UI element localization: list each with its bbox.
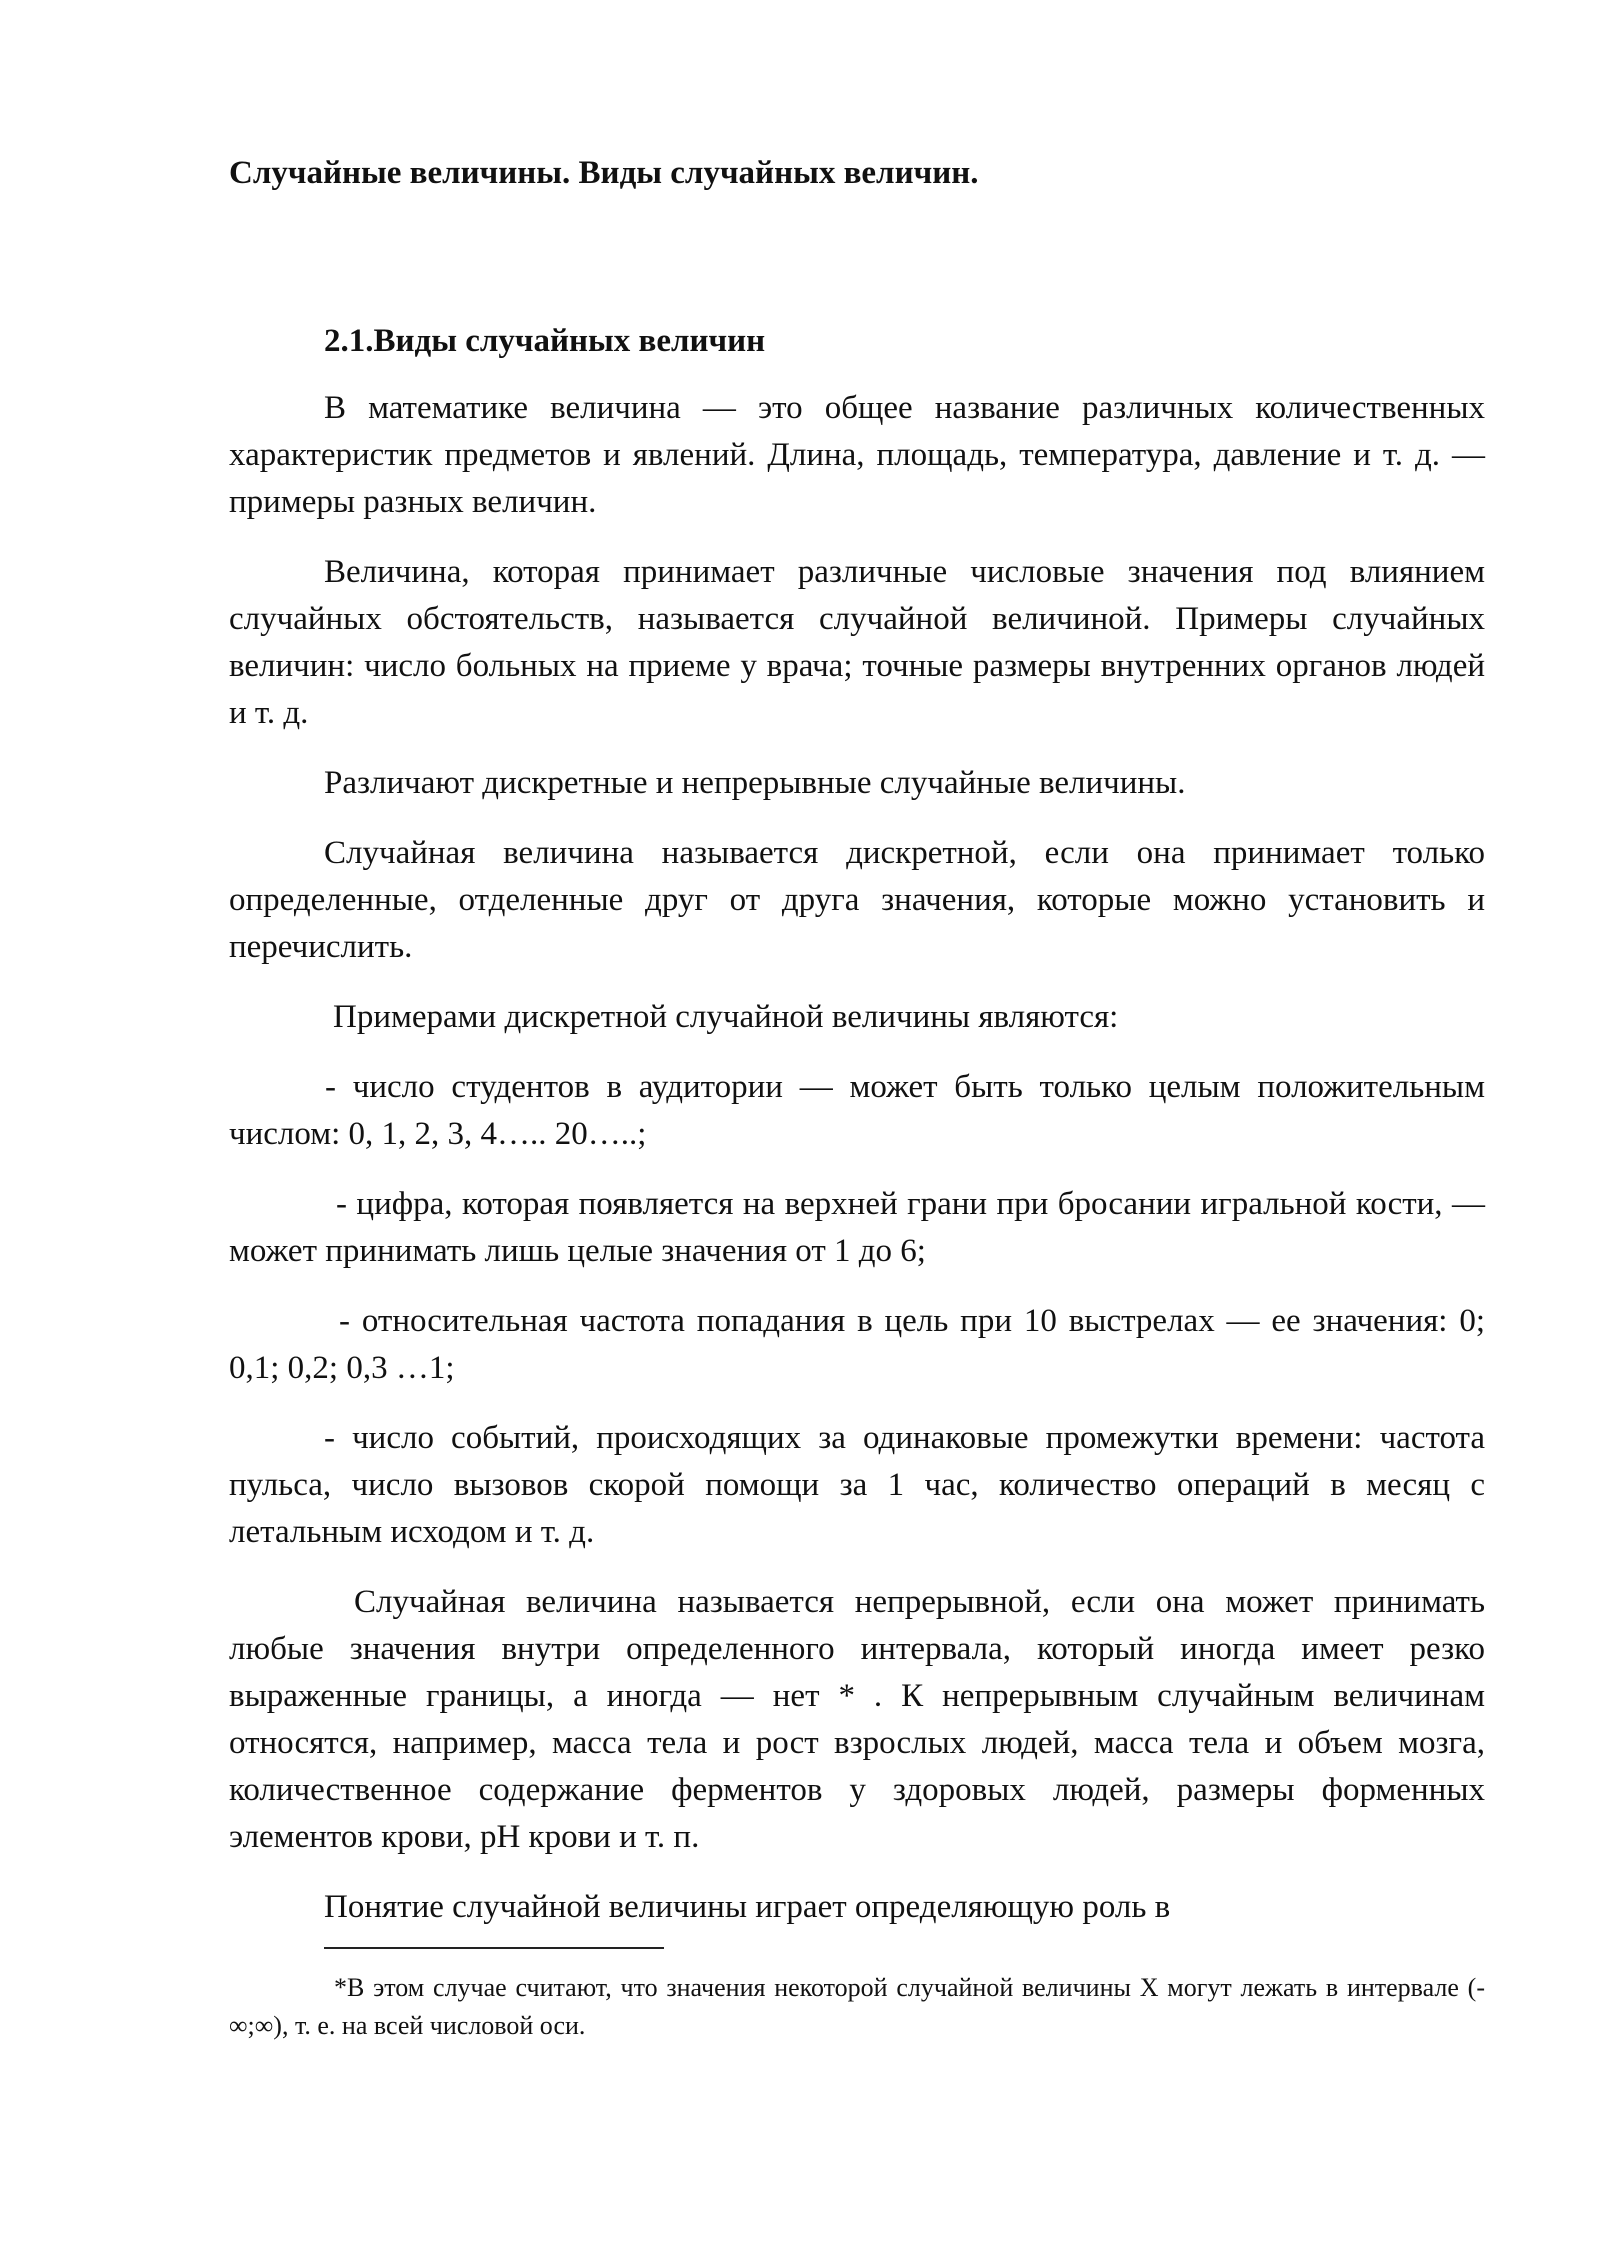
paragraph-concept: Понятие случайной величины играет определяющую роль в <box>324 1889 1171 1925</box>
list-item-events: - число событий, происходящих за одинаковые промежутки времени: частота пульса, число вызовов скорой помощи за 1 час, количество операций в месяц с летальным исходом и т. д. <box>229 1420 1485 1550</box>
paragraph-discrete-definition: Случайная величина называется дискретной, если она принимает только определенные, отделенные друг от друга значения, которые можно установить и перечислить. <box>229 835 1485 965</box>
paragraph-definition: В математике величина — это общее название различных количественных характеристик предметов и явлений. Длина, площадь, температура, давление и т. д. — примеры разных величин. <box>229 390 1485 520</box>
paragraph-random-variable: Величина, которая принимает различные числовые значения под влиянием случайных обстоятельств, называется случайной величиной. Примеры случайных величин: число больных на приеме у врача; точные размеры внутренних органов людей и т. д. <box>229 554 1485 731</box>
footnote: *В этом случае считают, что значения некоторой случайной величины X могут лежать в интервале (-∞;∞), т. е. на всей числовой оси. <box>229 1973 1485 2040</box>
list-item-dice: - цифра, которая появляется на верхней грани при бросании игральной кости, — может принимать лишь целые значения от 1 до 6; <box>229 1186 1485 1269</box>
paragraph-types: Различают дискретные и непрерывные случайные величины. <box>324 765 1186 801</box>
paragraph-examples-intro: Примерами дискретной случайной величины являются: <box>333 999 1119 1035</box>
list-item-frequency: - относительная частота попадания в цель при 10 выстрелах — ее значения: 0; 0,1; 0,2; 0,3 …1; <box>229 1303 1485 1386</box>
document-title: Случайные величины. Виды случайных величин. <box>229 155 979 191</box>
document-page <box>229 150 1485 2040</box>
footnote-separator <box>324 1947 664 1949</box>
list-item-students: - число студентов в аудитории — может быть только целым положительным числом: 0, 1, 2, 3, 4….. 20…..; <box>229 1069 1485 1152</box>
paragraph-continuous-definition: Случайная величина называется непрерывной, если она может принимать любые значения внутри определенного интервала, который иногда имеет резко выраженные границы, а иногда — нет * . К непрерывным случайным величинам относятся, например, масса тела и рост взрослых людей, масса тела и объем мозга, количественное содержание ферментов у здоровых людей, размеры форменных элементов крови, pH крови и т. п. <box>229 1584 1485 1855</box>
section-heading: 2.1.Виды случайных величин <box>324 323 766 359</box>
